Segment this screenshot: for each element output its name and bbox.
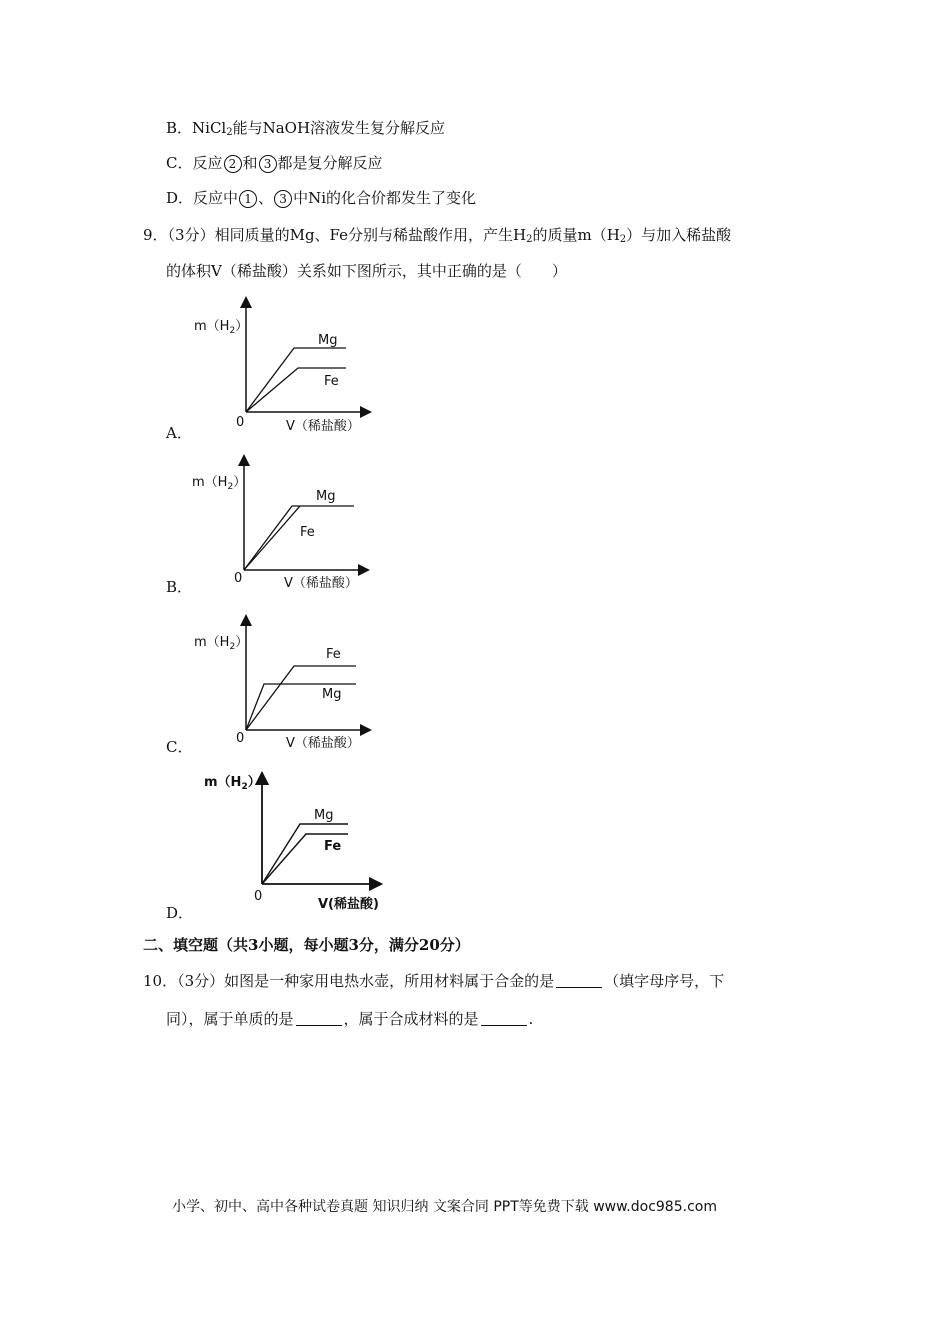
circled-number: 3 xyxy=(274,190,292,208)
circled-number: 3 xyxy=(259,155,277,173)
option-8c: C．反应 2 和 3 都是复分解反应 xyxy=(166,154,383,172)
line-label-bottom: Fe xyxy=(324,374,339,389)
x-axis-label: V(稀盐酸) xyxy=(318,897,379,912)
y-axis-label: $m(H_2)$ xyxy=(194,635,249,652)
footer-text: 小学、初中、高中各种试卷真题 知识归纳 文案合同 PPT等免费下载 www.doc985.com xyxy=(172,1199,717,1215)
graph-c xyxy=(190,614,380,754)
y-axis-label: $m(H_2)$ xyxy=(204,775,261,792)
line-label-top: Mg xyxy=(316,489,336,504)
option-9a-label: A． xyxy=(166,424,192,442)
option-9d-label: D． xyxy=(166,904,194,922)
line-label-top: Fe xyxy=(326,647,341,662)
option-8d: D．反应中 1 、 3 中Ni的化合价都发生了变化 xyxy=(166,189,476,207)
option-9c-label: C． xyxy=(166,738,193,756)
x-axis-label: V（稀盐酸） xyxy=(286,419,360,434)
line-label-top: Mg xyxy=(318,333,338,348)
line-label-bottom: Fe xyxy=(324,839,342,854)
graph-a xyxy=(190,296,380,436)
answer-blank[interactable] xyxy=(296,1011,342,1026)
line-label-bottom: Mg xyxy=(322,687,342,702)
answer-blank[interactable] xyxy=(556,973,602,988)
question-10-line1: 10．（3分）如图是一种家用电热水壶，所用材料属于合金的是 （填字母序号，下 xyxy=(143,972,725,990)
series-mg xyxy=(244,506,354,570)
question-9-line1: 9．（3分）相同质量的Mg、Fe分别与稀盐酸作用，产生$H_2$的质量$m(H_2)$与加入稀盐酸 xyxy=(143,226,732,245)
y-axis-label: $m(H_2)$ xyxy=(194,319,249,336)
series-mg xyxy=(262,824,348,884)
section-title: 二、填空题（共3小题，每小题3分，满分20分） xyxy=(143,936,470,954)
line-label-bottom: Fe xyxy=(300,525,315,540)
origin-label: 0 xyxy=(234,571,243,586)
origin-label: 0 xyxy=(254,889,263,904)
series-fe xyxy=(244,506,300,570)
circled-number: 1 xyxy=(239,190,257,208)
option-8b: B．NiCl$_2$能与NaOH溶液发生复分解反应 xyxy=(166,119,446,138)
graph-b xyxy=(188,454,378,594)
origin-label: 0 xyxy=(236,731,245,746)
circled-number: 2 xyxy=(224,155,242,173)
graph-d xyxy=(200,772,390,917)
line-label-top: Mg xyxy=(314,808,334,823)
question-9-line2: 的体积V（稀盐酸）关系如下图所示，其中正确的是（ ） xyxy=(166,262,567,280)
origin-label: 0 xyxy=(236,415,245,430)
x-axis-label: V（稀盐酸） xyxy=(284,576,358,591)
answer-blank[interactable] xyxy=(481,1011,527,1026)
x-axis-label: V（稀盐酸） xyxy=(286,736,360,751)
question-10-line2: 同），属于单质的是 ，属于合成材料的是 . xyxy=(166,1010,534,1028)
option-9b-label: B． xyxy=(166,578,193,596)
y-axis-label: $m(H_2)$ xyxy=(192,475,247,492)
